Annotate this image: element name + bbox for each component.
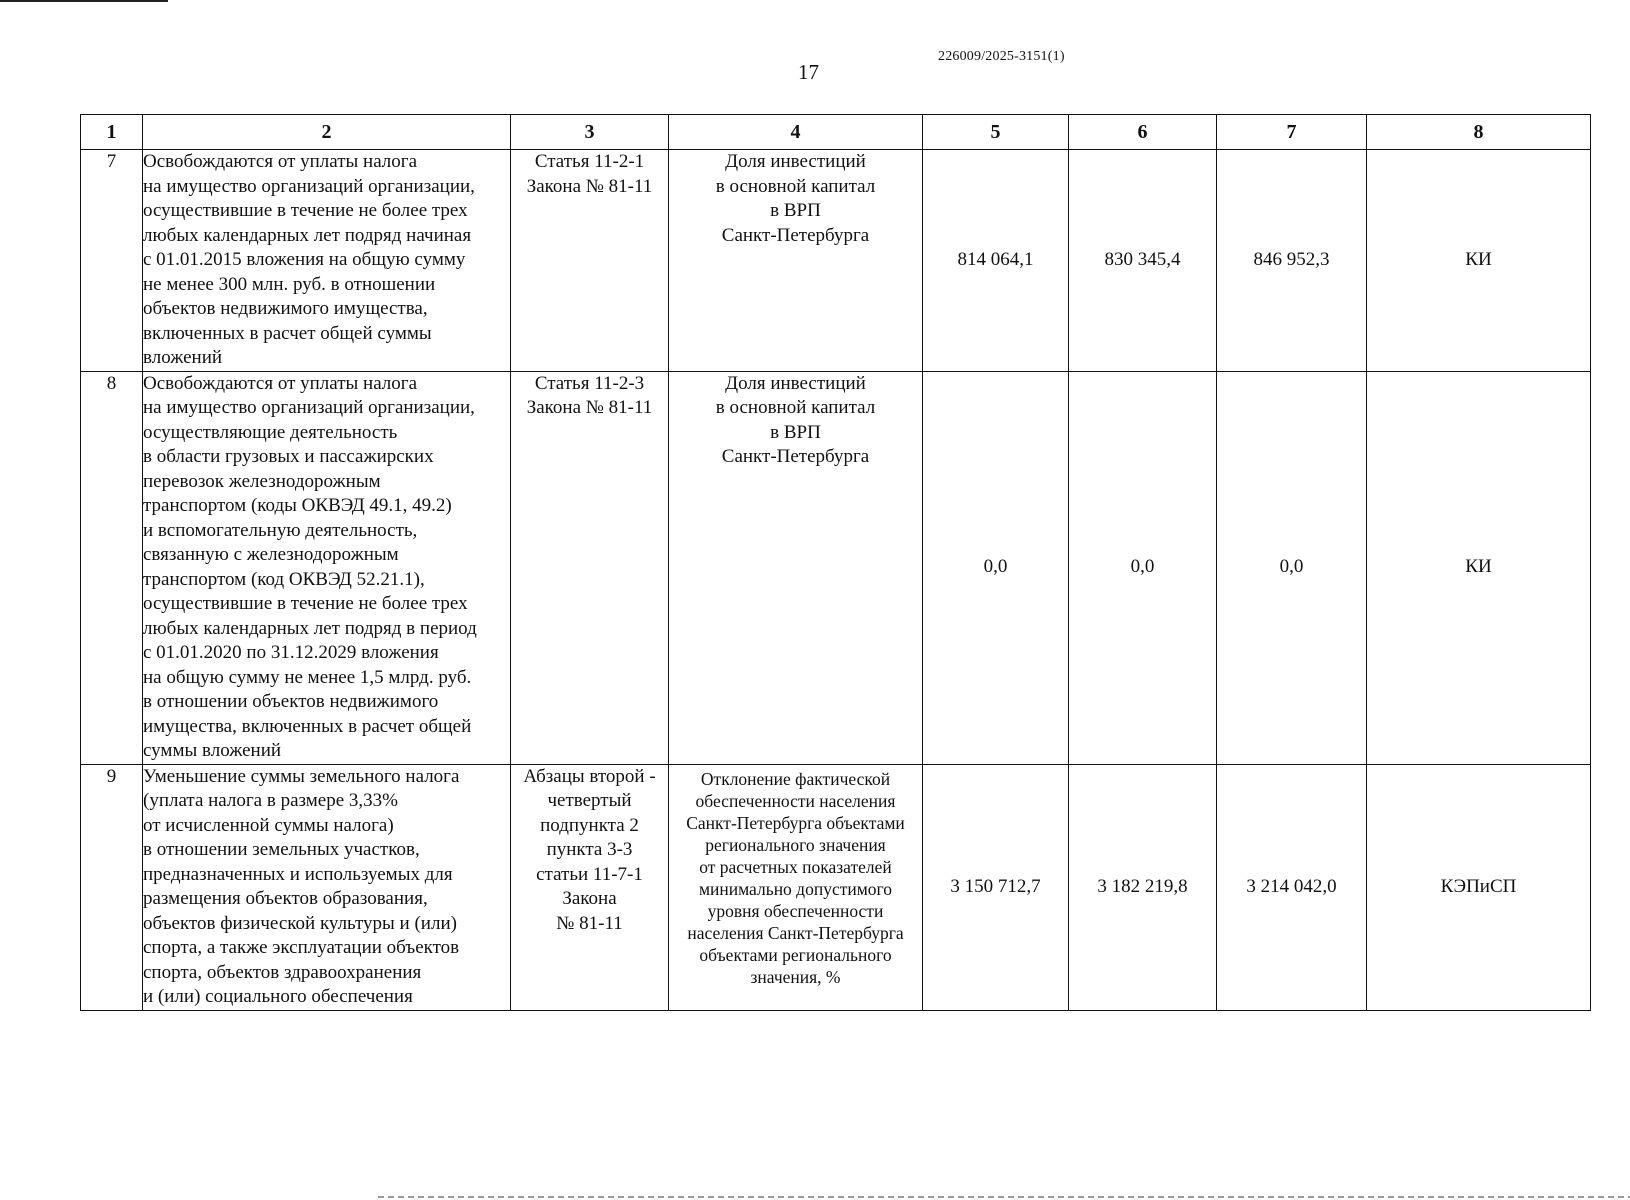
column-header: 1 [81,115,143,150]
cell-text-line: осуществляющие деятельность [143,421,398,443]
cell-text-line: Статья 11-2-3 [534,372,645,394]
cell-text-line: с 01.01.2020 по 31.12.2029 вложения [143,642,439,663]
cell-text-line: Санкт-Петербурга [721,446,870,467]
cell-text-line: спорта, а также эксплуатации объектов [143,937,460,958]
legal-basis-cell [511,764,669,1010]
cell-text-line: объектов недвижимого имущества, [143,298,428,319]
cell-text-line: связанную с железнодорожным [143,544,399,565]
cell-text-line: Доля инвестиций [725,151,866,172]
cell-text-line: в отношении объектов недвижимого [143,691,439,712]
cell-text-line: Освобождаются от уплаты налога [143,372,418,394]
cell-text-line: Санкт-Петербурга [721,224,870,246]
cell-text-line: статьи 11-7-1 [536,863,643,885]
description-cell [143,371,511,764]
column-header: 3 [511,115,669,150]
cell-text-line: Статья 11-2-1 [534,151,645,172]
cell-text-line: в основной капитал [715,397,876,418]
cell-text-line: минимально допустимого [698,878,893,899]
cell-text-line: в ВРП [770,421,821,443]
cell-text-line: спорта, объектов здравоохранения [143,961,422,983]
cell-text-line: не менее 300 млн. руб. в отношении [143,273,436,295]
cell-text-line: на общую сумму не менее 1,5 млрд. руб. [143,666,472,688]
cell-text-line: перевозок железнодорожным [143,470,381,492]
row-number-cell: 9 [81,764,143,1010]
cell-text-line: Закона № 81-11 [526,175,653,197]
value-col5-cell: 0,0 [923,371,1069,764]
cell-text-line: транспортом (код ОКВЭД 52.21.1), [143,568,425,590]
cell-text-line: пункта 3-3 [546,839,633,860]
indicator-cell [669,764,923,1010]
cell-text-line: Санкт-Петербурга объектами [686,812,905,833]
indicator-cell [669,371,923,764]
tax-expenditure-table [80,114,1591,1011]
code-cell: КИ [1367,371,1591,764]
cell-text-line: уровня обеспеченности [707,900,884,921]
code-cell: КЭПиСП [1367,764,1591,1010]
column-header: 2 [143,115,511,150]
cell-text-line: с 01.01.2015 вложения на общую сумму [143,249,466,270]
row-number-cell: 8 [81,371,143,764]
cell-text-line: и (или) социального обеспечения [143,986,413,1007]
cell-text-line: № 81-11 [556,912,623,934]
cell-text-line: осуществившие в течение не более трех [143,593,468,614]
description-cell [143,150,511,372]
cell-text-line: в основной капитал [715,175,876,197]
value-col5-cell: 814 064,1 [923,150,1069,372]
description-cell [143,764,511,1010]
cell-text-line: суммы вложений [143,740,282,761]
cell-text-line: на имущество организаций организации, [143,175,475,197]
cell-text-line: от исчисленной суммы налога) [143,814,394,836]
cell-text-line: вложений [143,347,223,368]
cell-text-line: в отношении земельных участков, [143,839,420,860]
cell-text-line: обеспеченности населения [695,790,896,811]
cell-text-line: размещения объектов образования, [143,888,428,909]
cell-text-line: осуществившие в течение не более трех [143,200,468,221]
cell-text-line: четвертый [547,790,632,811]
table-row [81,371,1591,764]
page-number: 17 [798,60,819,84]
cell-text-line: включенных в расчет общей суммы [143,322,432,344]
value-col5-cell: 3 150 712,7 [923,764,1069,1010]
cell-text-line: любых календарных лет подряд в период [143,617,477,639]
column-header: 4 [669,115,923,150]
cell-text-line: от расчетных показателей [699,856,892,877]
cell-text-line: Закона № 81-11 [526,397,653,418]
table-row [81,764,1591,1010]
code-cell: КИ [1367,150,1591,372]
value-col7-cell: 3 214 042,0 [1217,764,1367,1010]
cell-text-line: объектов физической культуры и (или) [143,912,457,934]
column-header: 8 [1367,115,1591,150]
column-header: 5 [923,115,1069,150]
cell-text-line: транспортом (коды ОКВЭД 49.1, 49.2) [143,495,452,516]
value-col6-cell: 3 182 219,8 [1069,764,1217,1010]
row-number-cell: 7 [81,150,143,372]
cell-text-line: Отклонение фактической [700,768,891,789]
document-id: 226009/2025-3151(1) [938,49,1065,64]
value-col6-cell: 830 345,4 [1069,150,1217,372]
cell-text-line: любых календарных лет подряд начиная [143,224,472,246]
cell-text-line: (уплата налога в размере 3,33% [143,790,398,811]
table-header-row [81,115,1591,150]
cell-text-line: на имущество организаций организации, [143,397,475,418]
cell-text-line: Доля инвестиций [725,372,866,394]
cell-text-line: Закона [562,888,617,909]
cell-text-line: предназначенных и используемых для [143,863,453,885]
cell-text-line: населения Санкт-Петербурга [687,922,904,943]
table-row [81,150,1591,372]
scan-edge-mark [0,0,168,2]
cell-text-line: и вспомогательную деятельность, [143,519,418,541]
cell-text-line: в области грузовых и пассажирских [143,446,434,467]
value-col7-cell: 846 952,3 [1217,150,1367,372]
cell-text-line: Освобождаются от уплаты налога [143,151,418,172]
legal-basis-cell [511,150,669,372]
value-col7-cell: 0,0 [1217,371,1367,764]
cell-text-line: подпункта 2 [540,814,639,836]
cell-text-line: объектами регионального [699,944,892,965]
cell-text-line: имущества, включенных в расчет общей [143,715,472,737]
column-header: 7 [1217,115,1367,150]
indicator-cell [669,150,923,372]
cell-text-line: Абзацы второй - [523,765,656,787]
legal-basis-cell [511,371,669,764]
scan-bottom-rule [378,1196,1630,1198]
cell-text-line: регионального значения [705,834,886,855]
value-col6-cell: 0,0 [1069,371,1217,764]
column-header: 6 [1069,115,1217,150]
cell-text-line: в ВРП [770,200,821,221]
cell-text-line: Уменьшение суммы земельного налога [143,765,460,787]
cell-text-line: значения, % [750,966,841,987]
